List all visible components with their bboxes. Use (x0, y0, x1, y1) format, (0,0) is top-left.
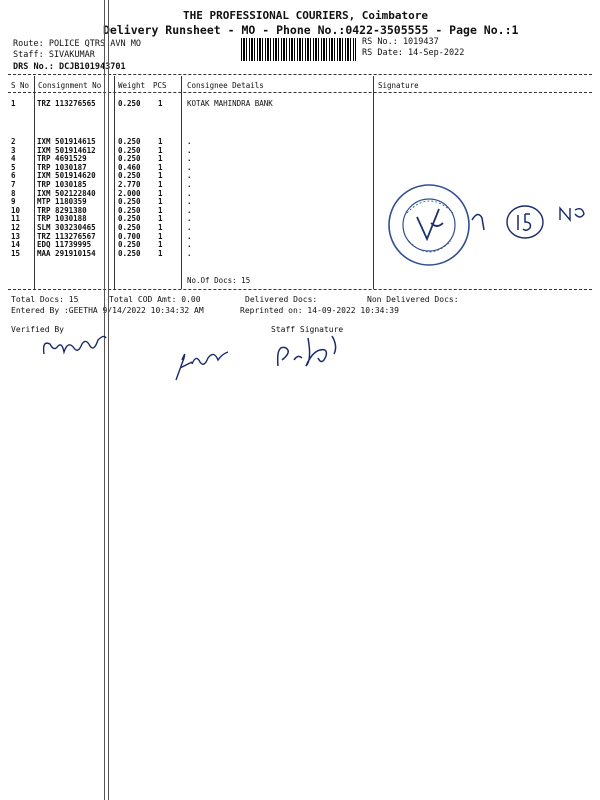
cell-pcs: 1 (158, 197, 163, 207)
entered-by: Entered By :GEETHA 9/14/2022 10:34:32 AM (11, 306, 204, 315)
col-header-weight: Weight (118, 81, 146, 90)
cell-pcs: 1 (158, 137, 163, 146)
cell-sno: 10 (11, 205, 21, 215)
table-row (0, 99, 600, 108)
cell-weight: 0.250 (118, 214, 141, 224)
cell-weight: 0.250 (118, 240, 141, 250)
cell-consignment: MTP 1180359 (37, 197, 87, 207)
cell-consignment: IXM 501914615 (37, 137, 96, 146)
cell-consignment: SLM 303230465 (37, 223, 96, 232)
cell-weight: 0.250 (118, 248, 141, 258)
table-row (0, 249, 600, 258)
cell-sno: 6 (11, 171, 16, 181)
reprinted-on: Reprinted on: 14-09-2022 10:34:39 (240, 306, 399, 315)
cell-pcs: 1 (158, 240, 163, 250)
cell-pcs: 1 (158, 223, 163, 232)
cell-consignment: TRP 4691529 (37, 154, 87, 164)
cell-consignee: . (187, 154, 192, 164)
cell-pcs: 1 (158, 248, 163, 258)
staff-signature-label: Staff Signature (271, 325, 344, 334)
cell-pcs: 1 (158, 180, 163, 189)
cell-sno: 8 (11, 188, 16, 198)
cell-consignment: MAA 291910154 (37, 248, 96, 258)
cell-pcs: 1 (158, 99, 163, 108)
col-header-sno: S No (11, 81, 30, 90)
cell-consignee: . (187, 240, 192, 250)
cell-weight: 2.770 (118, 180, 141, 189)
cell-sno: 11 (11, 214, 21, 224)
cell-consignment: IXM 502122840 (37, 188, 96, 198)
cell-consignee: . (187, 145, 192, 155)
cell-pcs: 1 (158, 154, 163, 164)
cell-consignee: . (187, 180, 192, 189)
table-header-border (8, 92, 592, 93)
barcode (241, 38, 356, 61)
cell-sno: 7 (11, 180, 16, 189)
cell-weight: 0.250 (118, 171, 141, 181)
total-docs: Total Docs: 15 (11, 295, 79, 304)
rs-date: RS Date: 14-Sep-2022 (362, 48, 465, 58)
cell-consignment: IXM 501914612 (37, 145, 96, 155)
cell-weight: 0.250 (118, 205, 141, 215)
cell-weight: 0.250 (118, 145, 141, 155)
table-top-border (8, 74, 592, 75)
cell-sno: 13 (11, 231, 21, 241)
cell-sno: 4 (11, 154, 16, 164)
cell-consignment: TRP 1030185 (37, 180, 87, 189)
cell-weight: 0.250 (118, 154, 141, 164)
cell-consignment: TRZ 113276565 (37, 99, 96, 108)
col-header-pcs: PCS (153, 81, 167, 90)
cell-consignee: . (187, 214, 192, 224)
cell-weight: 0.250 (118, 197, 141, 207)
cell-pcs: 1 (158, 231, 163, 241)
cell-consignee: . (187, 197, 192, 207)
cell-pcs: 1 (158, 188, 163, 198)
cell-consignment: IXM 501914620 (37, 171, 96, 181)
margin-line (104, 0, 105, 800)
cell-consignment: TRP 1030187 (37, 162, 87, 172)
delivered-docs: Delivered Docs: (245, 295, 318, 304)
bank-stamp (387, 183, 471, 267)
cell-pcs: 1 (158, 145, 163, 155)
total-cod: Total COD Amt: 0.00 (109, 295, 201, 304)
cell-pcs: 1 (158, 162, 163, 172)
cell-consignee: . (187, 137, 192, 146)
no-of-docs: No.Of Docs: 15 (187, 276, 251, 285)
cell-weight: 0.250 (118, 137, 141, 146)
cell-weight: 0.250 (118, 99, 141, 108)
cell-consignee: . (187, 171, 192, 181)
cell-weight: 0.700 (118, 231, 141, 241)
cell-consignee: . (187, 231, 192, 241)
drs-number: DRS No.: DCJB101943701 (13, 62, 126, 72)
cell-sno: 5 (11, 162, 16, 172)
cell-consignee: . (187, 223, 192, 232)
col-header-consignment: Consignment No (38, 81, 102, 90)
cell-consignee: . (187, 188, 192, 198)
cell-consignment: TRP 1030188 (37, 214, 87, 224)
cell-consignee: . (187, 162, 192, 172)
cell-sno: 3 (11, 145, 16, 155)
non-delivered-docs: Non Delivered Docs: (367, 295, 459, 304)
cell-pcs: 1 (158, 205, 163, 215)
cell-consignee: . (187, 248, 192, 258)
handwritten-count-note (470, 200, 590, 250)
staff-label: Staff: SIVAKUMAR (13, 50, 95, 60)
col-header-consignee: Consignee Details (187, 81, 264, 90)
cell-consignment: TRZ 113276567 (37, 231, 96, 241)
cell-sno: 1 (11, 99, 16, 108)
cell-consignment: EDQ 11739995 (37, 240, 92, 250)
cell-sno: 12 (11, 223, 21, 232)
cell-weight: 0.250 (118, 223, 141, 232)
cell-pcs: 1 (158, 214, 163, 224)
signature (170, 340, 240, 385)
cell-sno: 2 (11, 137, 16, 146)
cell-sno: 14 (11, 240, 21, 250)
staff-signature (272, 330, 352, 370)
cell-sno: 9 (11, 197, 16, 207)
verified-by-label: Verified By (11, 325, 64, 334)
cell-consignment: TRP 8291380 (37, 205, 87, 215)
cell-weight: 0.460 (118, 162, 141, 172)
page-subtitle: Delivery Runsheet - MO - Phone No.:0422-3505555 - Page No.:1 (103, 23, 519, 37)
verifier-signature (40, 330, 110, 366)
cell-consignee: . (187, 205, 192, 215)
page-title: THE PROFESSIONAL COURIERS, Coimbatore (183, 9, 429, 22)
margin-line (108, 0, 109, 800)
col-header-signature: Signature (378, 81, 419, 90)
rs-number: RS No.: 1019437 (362, 37, 439, 47)
cell-weight: 2.000 (118, 188, 141, 198)
cell-consignee: KOTAK MAHINDRA BANK (187, 99, 273, 108)
route-label: Route: POLICE QTRS AVN MO (13, 39, 141, 49)
table-bottom-border (8, 289, 592, 290)
cell-pcs: 1 (158, 171, 163, 181)
cell-sno: 15 (11, 248, 21, 258)
